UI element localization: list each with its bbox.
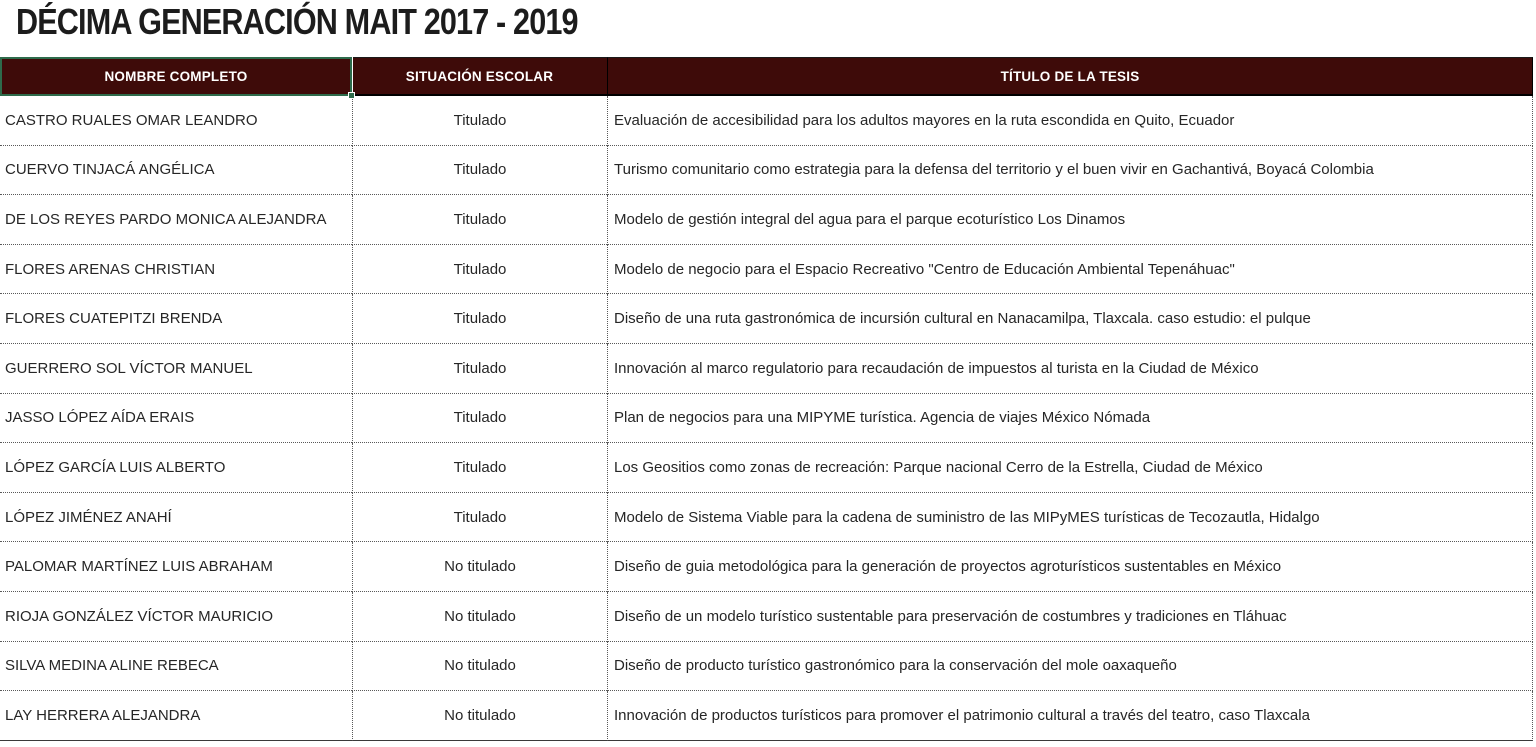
cell-situacion[interactable]: No titulado	[352, 691, 607, 741]
cell-situacion[interactable]: Titulado	[352, 96, 607, 146]
cell-nombre[interactable]: GUERRERO SOL VÍCTOR MANUEL	[0, 344, 352, 394]
cell-nombre[interactable]: LAY HERRERA ALEJANDRA	[0, 691, 352, 741]
cell-tesis[interactable]: Plan de negocios para una MIPYME turística. Agencia de viajes México Nómada	[607, 394, 1533, 444]
cell-situacion[interactable]: Titulado	[352, 245, 607, 295]
cell-nombre[interactable]: LÓPEZ JIMÉNEZ ANAHÍ	[0, 493, 352, 543]
cell-nombre[interactable]: FLORES ARENAS CHRISTIAN	[0, 245, 352, 295]
cell-situacion[interactable]: No titulado	[352, 592, 607, 642]
table-row	[0, 642, 1533, 692]
cell-tesis[interactable]: Innovación al marco regulatorio para recaudación de impuestos al turista en la Ciudad de México	[607, 344, 1533, 394]
header-label-titulo-tesis: TÍTULO DE LA TESIS	[1000, 68, 1140, 84]
table-row	[0, 344, 1533, 394]
cell-nombre[interactable]: RIOJA GONZÁLEZ VÍCTOR MAURICIO	[0, 592, 352, 642]
cell-situacion[interactable]: Titulado	[352, 344, 607, 394]
table-row	[0, 394, 1533, 444]
header-label-nombre-completo: NOMBRE COMPLETO	[104, 69, 248, 84]
cell-situacion[interactable]: No titulado	[352, 642, 607, 692]
table-row	[0, 542, 1533, 592]
table-row	[0, 96, 1533, 146]
table-row	[0, 146, 1533, 196]
cell-situacion[interactable]: Titulado	[352, 394, 607, 444]
cell-situacion[interactable]: Titulado	[352, 493, 607, 543]
cell-tesis[interactable]: Diseño de guia metodológica para la generación de proyectos agroturísticos sustentables en México	[607, 542, 1533, 592]
cell-tesis[interactable]: Turismo comunitario como estrategia para la defensa del territorio y el buen vivir en Gachantivá, Boyacá Colombia	[607, 146, 1533, 196]
cell-tesis[interactable]: Diseño de producto turístico gastronómico para la conservación del mole oaxaqueño	[607, 642, 1533, 692]
cell-tesis[interactable]: Innovación de productos turísticos para promover el patrimonio cultural a través del teatro, caso Tlaxcala	[607, 691, 1533, 741]
header-cell-nombre-completo[interactable]	[0, 57, 352, 96]
cell-tesis[interactable]: Modelo de negocio para el Espacio Recreativo "Centro de Educación Ambiental Tepenáhuac"	[607, 245, 1533, 295]
header-cell-titulo-tesis[interactable]	[607, 57, 1533, 96]
table-row	[0, 245, 1533, 295]
page-title: DÉCIMA GENERACIÓN MAIT 2017 - 2019	[16, 1, 578, 42]
header-row	[0, 57, 1533, 96]
header-cell-situacion-escolar[interactable]	[352, 57, 607, 96]
cell-tesis[interactable]: Diseño de una ruta gastronómica de incursión cultural en Nanacamilpa, Tlaxcala. caso estudio: el pulque	[607, 294, 1533, 344]
cell-situacion[interactable]: No titulado	[352, 542, 607, 592]
table-body	[0, 96, 1533, 741]
table-row	[0, 691, 1533, 741]
cell-tesis[interactable]: Diseño de un modelo turístico sustentable para preservación de costumbres y tradiciones en Tláhuac	[607, 592, 1533, 642]
cell-tesis[interactable]: Modelo de Sistema Viable para la cadena de suministro de las MIPyMES turísticas de Tecozautla, Hidalgo	[607, 493, 1533, 543]
cell-tesis[interactable]: Modelo de gestión integral del agua para el parque ecoturístico Los Dinamos	[607, 195, 1533, 245]
cell-situacion[interactable]: Titulado	[352, 146, 607, 196]
cell-nombre[interactable]: FLORES CUATEPITZI BRENDA	[0, 294, 352, 344]
cell-nombre[interactable]: JASSO LÓPEZ AÍDA ERAIS	[0, 394, 352, 444]
table-row	[0, 294, 1533, 344]
cell-tesis[interactable]: Evaluación de accesibilidad para los adultos mayores en la ruta escondida en Quito, Ecuador	[607, 96, 1533, 146]
cell-situacion[interactable]: Titulado	[352, 195, 607, 245]
generation-table	[0, 57, 1533, 741]
cell-tesis[interactable]: Los Geositios como zonas de recreación: Parque nacional Cerro de la Estrella, Ciudad de México	[607, 443, 1533, 493]
cell-nombre[interactable]: LÓPEZ GARCÍA LUIS ALBERTO	[0, 443, 352, 493]
table-row	[0, 592, 1533, 642]
table-header	[0, 57, 1533, 96]
cell-situacion[interactable]: Titulado	[352, 294, 607, 344]
table-row	[0, 493, 1533, 543]
cell-nombre[interactable]: CASTRO RUALES OMAR LEANDRO	[0, 96, 352, 146]
header-label-situacion-escolar: SITUACIÓN ESCOLAR	[405, 68, 554, 84]
cell-nombre[interactable]: SILVA MEDINA ALINE REBECA	[0, 642, 352, 692]
cell-nombre[interactable]: CUERVO TINJACÁ ANGÉLICA	[0, 146, 352, 196]
cell-nombre[interactable]: DE LOS REYES PARDO MONICA ALEJANDRA	[0, 195, 352, 245]
cell-situacion[interactable]: Titulado	[352, 443, 607, 493]
table-row	[0, 195, 1533, 245]
table-row	[0, 443, 1533, 493]
fill-handle[interactable]	[348, 92, 355, 99]
cell-nombre[interactable]: PALOMAR MARTÍNEZ LUIS ABRAHAM	[0, 542, 352, 592]
